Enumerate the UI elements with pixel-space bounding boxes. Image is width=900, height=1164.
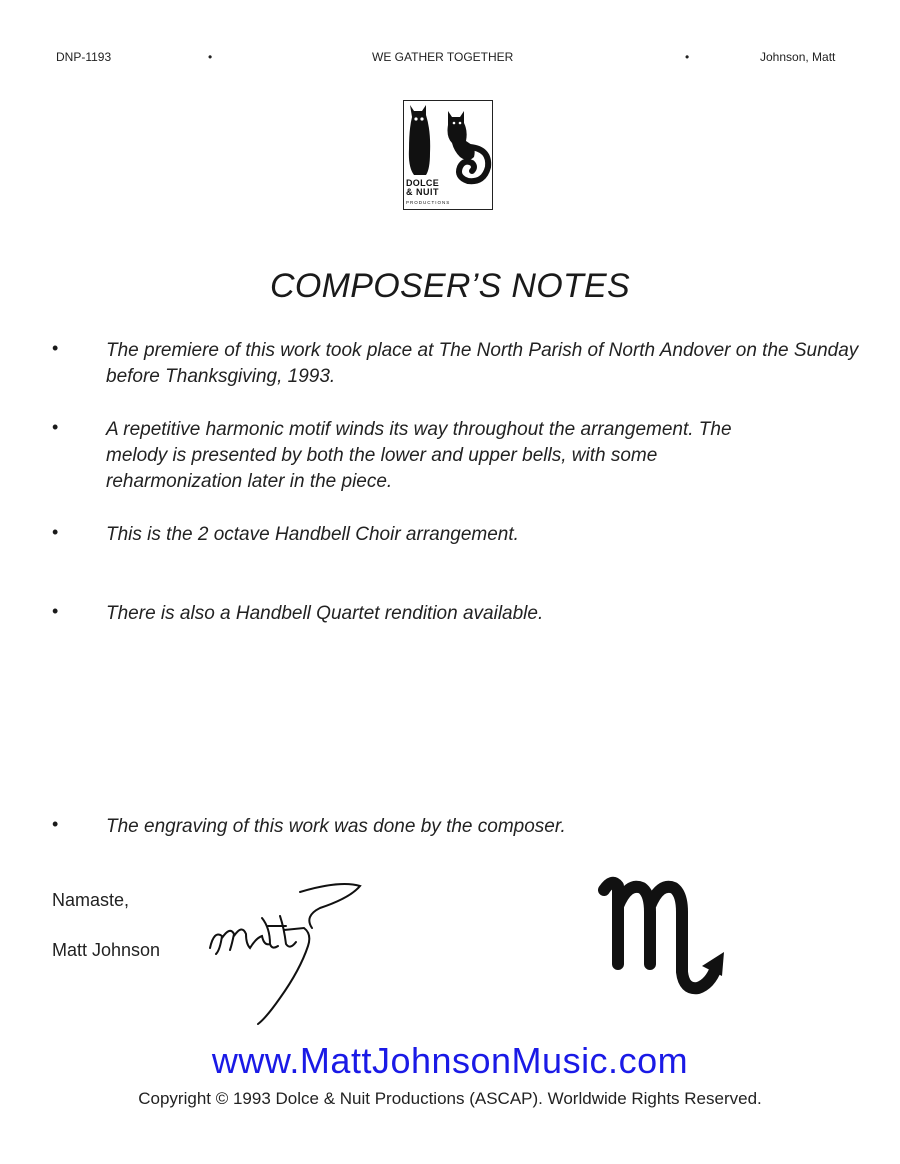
- logo-text: DOLCE: [406, 178, 439, 188]
- signature-image: [200, 878, 370, 1028]
- publisher-logo: [403, 100, 493, 210]
- header-separator: •: [208, 50, 213, 64]
- document-author: Johnson, Matt: [760, 50, 836, 64]
- bullet-icon: •: [52, 417, 59, 437]
- note-text: There is also a Handbell Quartet rendition available.: [106, 603, 544, 624]
- page-title: COMPOSER’S NOTES: [270, 267, 630, 305]
- note-text: This is the 2 octave Handbell Choir arrangement.: [106, 524, 519, 545]
- closing-greeting: Namaste,: [52, 890, 130, 910]
- document-code: DNP-1193: [56, 50, 112, 64]
- bullet-icon: •: [52, 814, 59, 834]
- scorpio-icon: [598, 872, 738, 1002]
- signer-name: Matt Johnson: [52, 940, 161, 960]
- bullet-icon: •: [52, 522, 59, 542]
- logo-text: PRODUCTIONS: [406, 200, 451, 205]
- note-text: The engraving of this work was done by the composer.: [106, 816, 566, 837]
- bullet-icon: •: [52, 601, 59, 621]
- website-link[interactable]: www.MattJohnsonMusic.com: [211, 1040, 689, 1081]
- note-text: A repetitive harmonic motif winds its way throughout the arrangement. The melody is presented by both the lower and upper bells, with some reharmonization later in the piece.: [106, 419, 732, 492]
- header-separator: •: [685, 50, 690, 64]
- logo-text: & NUIT: [406, 187, 439, 197]
- copyright-notice: Copyright © 1993 Dolce & Nuit Productions (ASCAP). Worldwide Rights Reserved.: [138, 1089, 762, 1108]
- document-title: WE GATHER TOGETHER: [372, 50, 514, 64]
- note-text: The premiere of this work took place at The North Parish of North Andover on the Sunday before Thanksgiving, 1993.: [106, 340, 859, 387]
- bullet-icon: •: [52, 338, 59, 358]
